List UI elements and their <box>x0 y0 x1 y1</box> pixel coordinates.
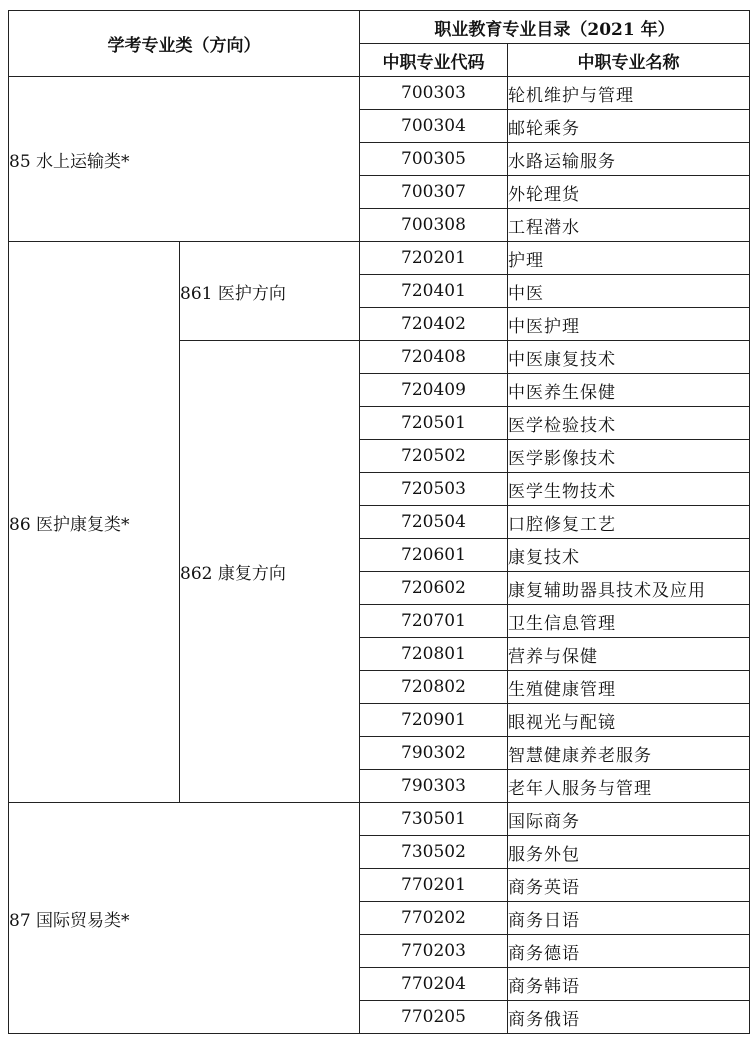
code-cell: 770202 <box>360 902 508 935</box>
name-cell: 护理 <box>508 242 750 275</box>
code-cell: 720502 <box>360 440 508 473</box>
table-row <box>9 803 750 836</box>
direction-cell: 862 康复方向 <box>180 341 360 803</box>
name-cell: 生殖健康管理 <box>508 671 750 704</box>
name-cell: 商务韩语 <box>508 968 750 1001</box>
name-cell: 中医养生保健 <box>508 374 750 407</box>
header-exam-category: 学考专业类（方向） <box>9 11 360 77</box>
direction-cell: 861 医护方向 <box>180 242 360 341</box>
name-cell: 中医 <box>508 275 750 308</box>
header-name: 中职专业名称 <box>508 44 750 77</box>
name-cell: 中医康复技术 <box>508 341 750 374</box>
name-cell: 医学生物技术 <box>508 473 750 506</box>
table-row <box>9 242 750 275</box>
name-cell: 智慧健康养老服务 <box>508 737 750 770</box>
code-cell: 730502 <box>360 836 508 869</box>
code-cell: 720901 <box>360 704 508 737</box>
name-cell: 国际商务 <box>508 803 750 836</box>
name-cell: 邮轮乘务 <box>508 110 750 143</box>
code-cell: 700305 <box>360 143 508 176</box>
major-catalog-table <box>8 10 750 1034</box>
table-row <box>9 77 750 110</box>
code-cell: 720602 <box>360 572 508 605</box>
code-cell: 720504 <box>360 506 508 539</box>
name-cell: 医学检验技术 <box>508 407 750 440</box>
table-body <box>9 11 750 1034</box>
name-cell: 卫生信息管理 <box>508 605 750 638</box>
code-cell: 720802 <box>360 671 508 704</box>
code-cell: 730501 <box>360 803 508 836</box>
name-cell: 商务英语 <box>508 869 750 902</box>
category-cell: 86 医护康复类* <box>9 242 180 803</box>
name-cell: 营养与保健 <box>508 638 750 671</box>
code-cell: 770204 <box>360 968 508 1001</box>
code-cell: 720701 <box>360 605 508 638</box>
category-cell: 85 水上运输类* <box>9 77 360 242</box>
name-cell: 口腔修复工艺 <box>508 506 750 539</box>
name-cell: 商务日语 <box>508 902 750 935</box>
code-cell: 720801 <box>360 638 508 671</box>
name-cell: 老年人服务与管理 <box>508 770 750 803</box>
code-cell: 720503 <box>360 473 508 506</box>
code-cell: 790303 <box>360 770 508 803</box>
name-cell: 水路运输服务 <box>508 143 750 176</box>
name-cell: 眼视光与配镜 <box>508 704 750 737</box>
name-cell: 工程潜水 <box>508 209 750 242</box>
code-cell: 720501 <box>360 407 508 440</box>
code-cell: 770205 <box>360 1001 508 1034</box>
code-cell: 700307 <box>360 176 508 209</box>
code-cell: 720408 <box>360 341 508 374</box>
header-catalog-group: 职业教育专业目录（2021 年） <box>360 11 750 44</box>
code-cell: 790302 <box>360 737 508 770</box>
code-cell: 770203 <box>360 935 508 968</box>
name-cell: 康复技术 <box>508 539 750 572</box>
name-cell: 商务德语 <box>508 935 750 968</box>
code-cell: 700303 <box>360 77 508 110</box>
code-cell: 720201 <box>360 242 508 275</box>
name-cell: 康复辅助器具技术及应用 <box>508 572 750 605</box>
code-cell: 720402 <box>360 308 508 341</box>
code-cell: 720409 <box>360 374 508 407</box>
code-cell: 700308 <box>360 209 508 242</box>
name-cell: 轮机维护与管理 <box>508 77 750 110</box>
code-cell: 720401 <box>360 275 508 308</box>
name-cell: 中医护理 <box>508 308 750 341</box>
code-cell: 720601 <box>360 539 508 572</box>
name-cell: 医学影像技术 <box>508 440 750 473</box>
code-cell: 700304 <box>360 110 508 143</box>
code-cell: 770201 <box>360 869 508 902</box>
category-cell: 87 国际贸易类* <box>9 803 360 1034</box>
header-code: 中职专业代码 <box>360 44 508 77</box>
name-cell: 外轮理货 <box>508 176 750 209</box>
name-cell: 服务外包 <box>508 836 750 869</box>
name-cell: 商务俄语 <box>508 1001 750 1034</box>
